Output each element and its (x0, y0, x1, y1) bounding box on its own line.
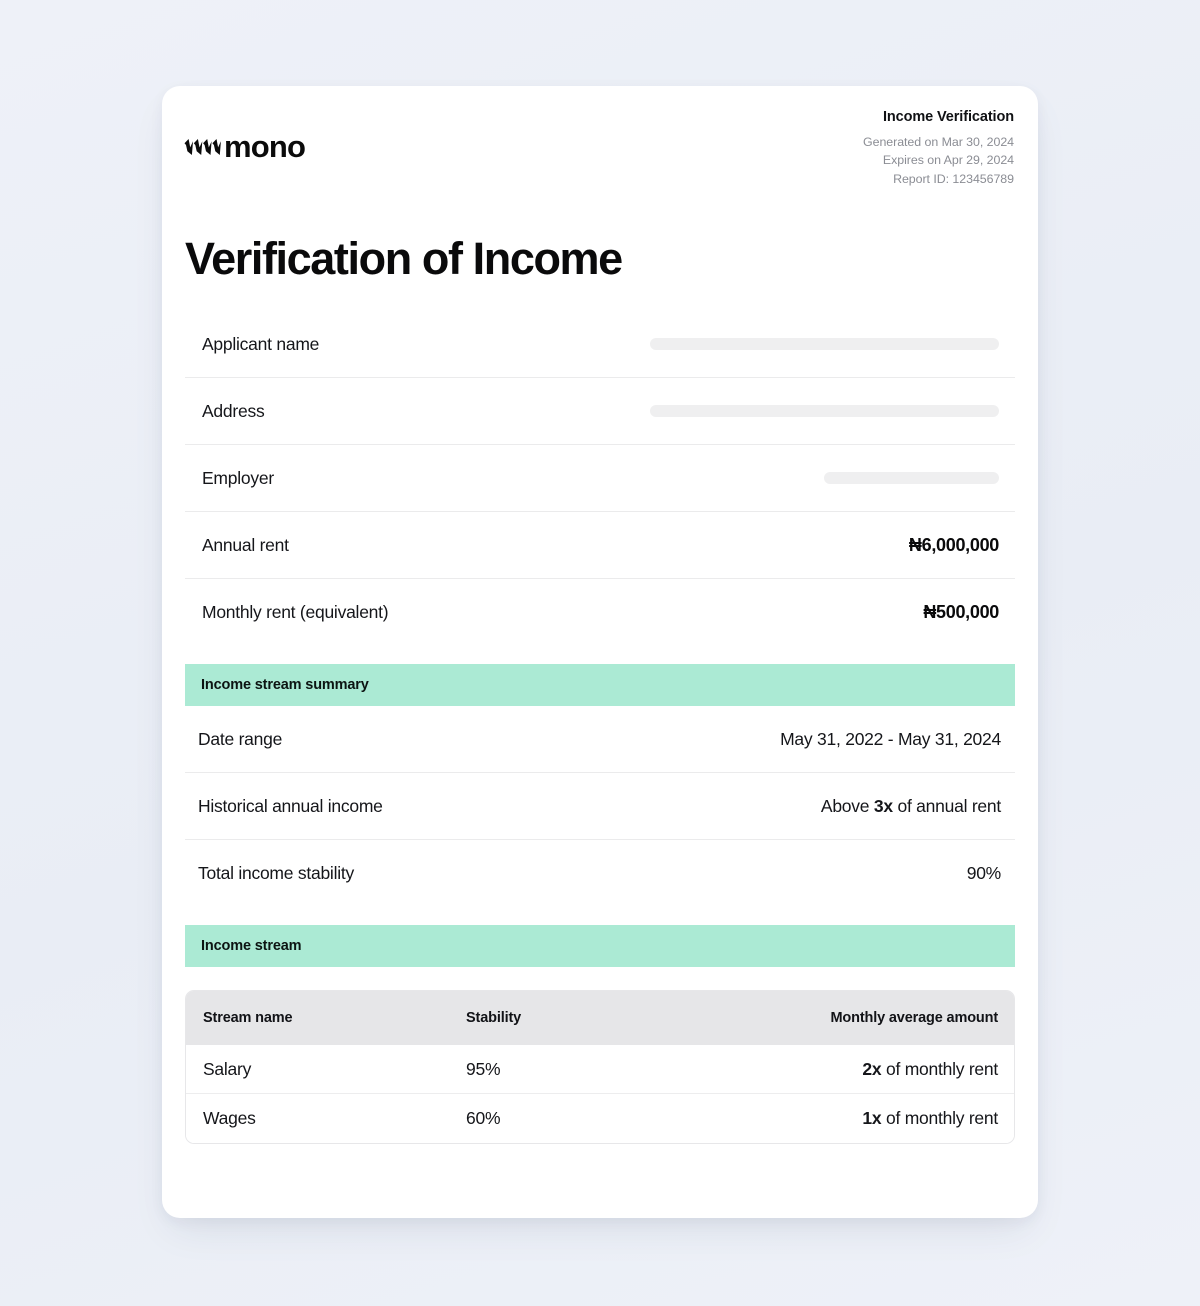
document-header (185, 108, 1015, 200)
document-body (185, 311, 1015, 1144)
meta-generated-date: Generated on Mar 30, 2024 (863, 134, 1014, 149)
cell-amount-multiple: 1x (862, 1108, 882, 1128)
summary-row-value: May 31, 2022 - May 31, 2024 (780, 728, 1001, 749)
summary-row (185, 840, 1015, 907)
cell-amount-multiple: 2x (862, 1058, 882, 1079)
detail-row (185, 512, 1015, 579)
table-row (186, 1045, 1014, 1094)
income-stream-band-label: Income stream (201, 938, 302, 954)
income-verification-card (162, 86, 1038, 1218)
detail-row-label: Address (202, 400, 265, 421)
summary-row-value-emphasis: 3x (873, 795, 893, 816)
page-title: Verification of Income (185, 233, 622, 284)
detail-row-label: Monthly rent (equivalent) (202, 602, 389, 622)
income-stream-summary-list (185, 706, 1015, 907)
summary-row (185, 773, 1015, 840)
redacted-value-placeholder (650, 338, 999, 350)
cell-stability: 95% (466, 1058, 501, 1079)
detail-row (185, 311, 1015, 378)
document-meta (863, 108, 1015, 188)
summary-row-label: Total income stability (198, 863, 354, 883)
detail-row-label: Annual rent (202, 534, 289, 555)
meta-report-id: Report ID: 123456789 (893, 171, 1014, 186)
detail-row (185, 579, 1015, 646)
cell-monthly-average-amount: 2x of monthly rent (862, 1058, 998, 1079)
summary-row-label: Date range (198, 728, 283, 749)
cell-stream-name: Wages (203, 1108, 256, 1128)
detail-row (185, 378, 1015, 445)
summary-row-value: Above 3x of annual rent (820, 795, 1001, 816)
column-header-stream-name: Stream name (203, 1010, 293, 1026)
column-header-stability: Stability (466, 1010, 522, 1026)
summary-row-value: 90% (966, 863, 1001, 883)
detail-row-label: Applicant name (202, 333, 320, 354)
meta-expiry-date: Expires on Apr 29, 2024 (882, 153, 1014, 168)
column-header-monthly-average: Monthly average amount (830, 1010, 998, 1026)
detail-row-value: ₦500,000 (923, 602, 999, 622)
redacted-value-placeholder (650, 405, 999, 417)
detail-row (185, 445, 1015, 512)
mono-zigzag-logo-icon (184, 137, 222, 157)
summary-row-label: Historical annual income (198, 795, 383, 816)
table-header-row (186, 991, 1014, 1045)
income-stream-summary-band-label: Income stream summary (201, 677, 369, 693)
meta-heading: Income Verification (882, 109, 1014, 125)
applicant-details-list (185, 311, 1015, 646)
logo-wordmark: mono (224, 129, 306, 164)
cell-stream-name: Salary (203, 1058, 252, 1079)
income-stream-summary-band (185, 664, 1015, 706)
card-content (185, 86, 1015, 1218)
redacted-value-placeholder (824, 472, 999, 484)
income-stream-table (185, 990, 1015, 1144)
cell-monthly-average-amount: 1x of monthly rent (862, 1108, 998, 1128)
detail-row-label: Employer (202, 467, 274, 488)
cell-stability: 60% (466, 1108, 501, 1128)
income-stream-band (185, 925, 1015, 967)
detail-row-value: ₦6,000,000 (908, 534, 999, 555)
mono-logo (184, 131, 305, 162)
summary-row (185, 706, 1015, 773)
table-body (186, 1045, 1014, 1143)
table-row (186, 1094, 1014, 1143)
